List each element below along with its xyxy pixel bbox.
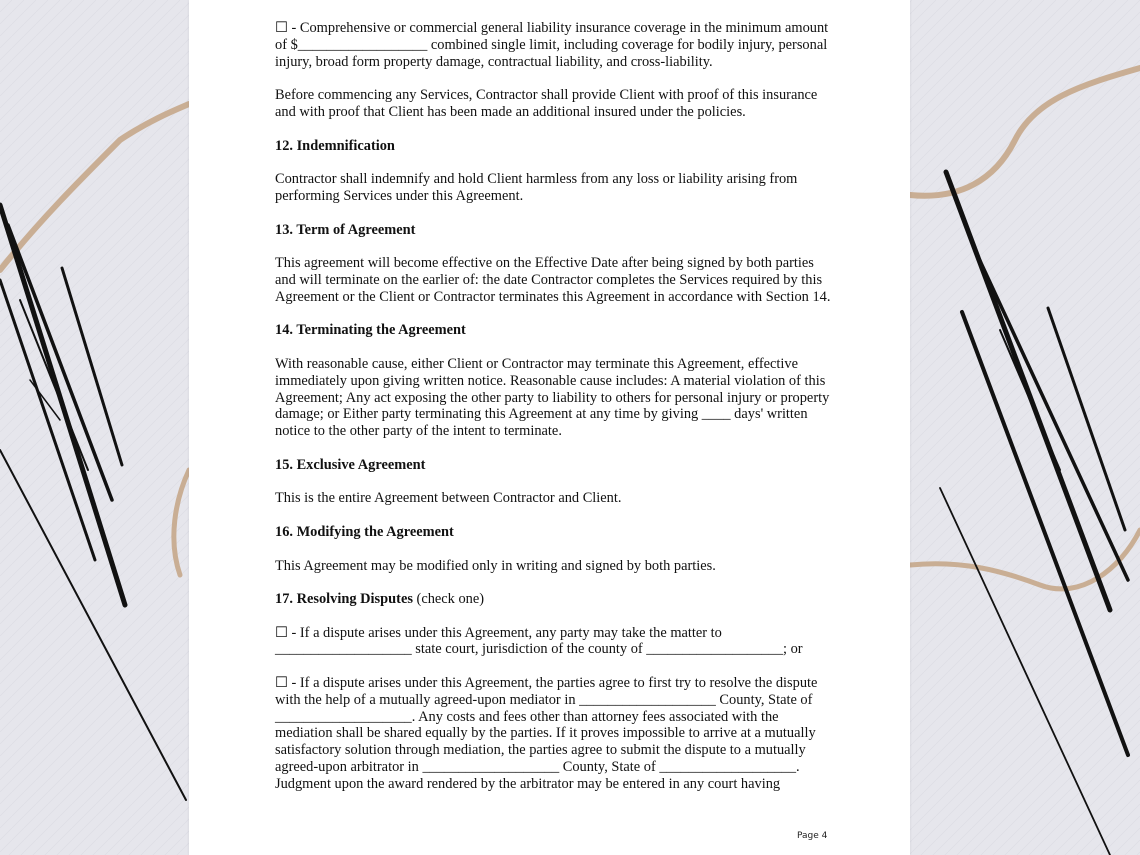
text-line: immediately upon giving written notice. Reasonable cause includes: A material violation of this xyxy=(275,372,826,389)
text-line: notice to the other party of the intent to terminate. xyxy=(275,423,562,440)
document-page xyxy=(189,0,910,855)
text-line: with the help of a mutually agreed-upon mediator in ___________________ County, State of xyxy=(275,691,813,708)
section-15-body xyxy=(275,490,835,507)
section-16-heading xyxy=(275,524,835,541)
section-12-heading xyxy=(275,138,835,155)
text-line: ☐ - If a dispute arises under this Agreement, the parties agree to first try to resolve the dispute xyxy=(275,675,818,692)
text-line: and will terminate on the earlier of: the date Contractor completes the Services required by this xyxy=(275,271,823,288)
text-line: of $__________________ combined single limit, including coverage for bodily injury, personal xyxy=(275,36,828,53)
section-17-heading xyxy=(275,591,835,608)
section-15-heading-text: 15. Exclusive Agreement xyxy=(275,456,426,473)
section-12-heading-text: 12. Indemnification xyxy=(275,137,395,154)
section-13-body xyxy=(275,255,835,305)
text-line: mediation shall be shared equally by the parties. If it proves impossible to arrive at a mutually xyxy=(275,725,816,742)
text-line: ___________________ state court, jurisdiction of the county of ___________________; or xyxy=(275,641,803,658)
text-line: This Agreement may be modified only in writing and signed by both parties. xyxy=(275,557,716,574)
section-14-body xyxy=(275,356,835,440)
text-line: ___________________. Any costs and fees other than attorney fees associated with the xyxy=(275,708,779,725)
text-line: Agreement; Any act exposing the other party to liability to others for personal injury or property xyxy=(275,389,830,406)
insurance-proof-paragraph xyxy=(275,87,835,121)
section-17-heading-text: 17. Resolving Disputes xyxy=(275,591,413,608)
section-14-heading xyxy=(275,322,835,339)
text-line: This agreement will become effective on the Effective Date after being signed by both parties xyxy=(275,255,814,272)
text-line: performing Services under this Agreement. xyxy=(275,187,524,204)
insurance-clause-paragraph xyxy=(275,20,835,70)
text-line: injury, broad form property damage, contractual liability, and cross-liability. xyxy=(275,53,713,70)
text-line: This is the entire Agreement between Contractor and Client. xyxy=(275,490,622,507)
text-line: and with proof that Client has been made an additional insured under the policies. xyxy=(275,103,746,120)
text-line: satisfactory solution through mediation, the parties agree to submit the dispute to a mutually xyxy=(275,742,806,759)
section-13-heading-text: 13. Term of Agreement xyxy=(275,221,416,238)
text-line: ☐ - Comprehensive or commercial general liability insurance coverage in the minimum amount xyxy=(275,20,829,36)
dispute-option-court xyxy=(275,625,835,659)
text-line: Judgment upon the award rendered by the arbitrator may be entered in any court having xyxy=(275,775,781,792)
text-line: Before commencing any Services, Contractor shall provide Client with proof of this insurance xyxy=(275,87,818,104)
section-13-heading xyxy=(275,222,835,239)
text-line: With reasonable cause, either Client or Contractor may terminate this Agreement, effective xyxy=(275,355,799,372)
section-17-heading-note: (check one) xyxy=(412,591,485,608)
section-16-body xyxy=(275,558,835,575)
section-12-body xyxy=(275,171,835,205)
section-15-heading xyxy=(275,457,835,474)
text-line: damage; or Either party terminating this Agreement at any time by giving ____ days' written xyxy=(275,406,808,423)
text-line: agreed-upon arbitrator in ___________________ County, State of ___________________. xyxy=(275,759,800,776)
text-line: Contractor shall indemnify and hold Client harmless from any loss or liability arising from xyxy=(275,171,798,188)
text-line: Agreement or the Client or Contractor terminates this Agreement in accordance with Section 14. xyxy=(275,288,831,305)
section-16-heading-text: 16. Modifying the Agreement xyxy=(275,523,454,540)
text-line: ☐ - If a dispute arises under this Agreement, any party may take the matter to xyxy=(275,624,722,641)
section-14-heading-text: 14. Terminating the Agreement xyxy=(275,322,466,339)
page-content xyxy=(275,20,835,809)
page-number: Page 4 xyxy=(797,831,828,841)
dispute-option-mediation xyxy=(275,675,835,793)
